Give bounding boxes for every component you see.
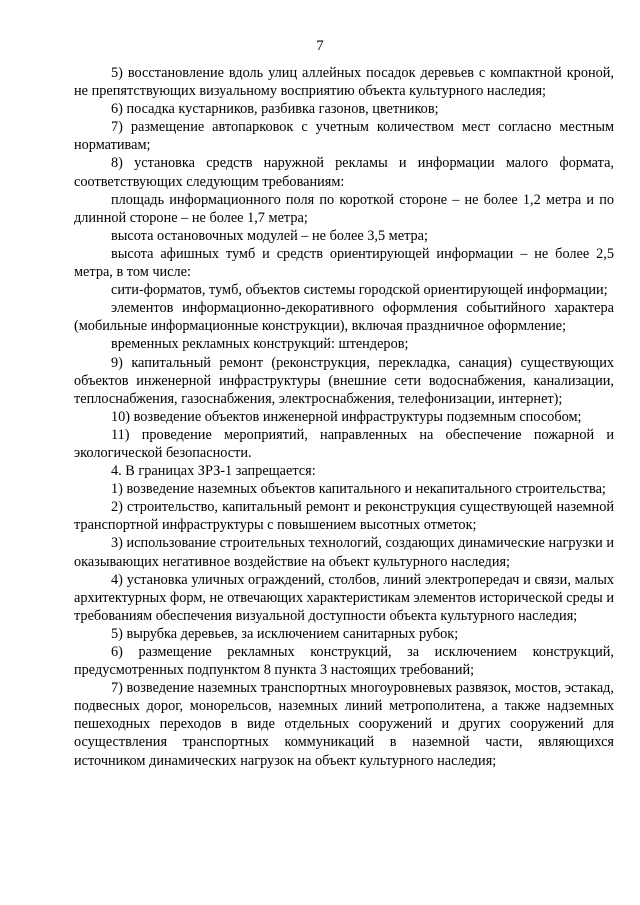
paragraph: 7) возведение наземных транспортных многоуровневых развязок, мостов, эстакад, подвесных дорог, монорельсов, наземных линий метрополитена, а также надземных пешеходных переходов в виде отдельных сооружений и других сооружений для осуществления транспортных коммуникаций в наземной части, являющихся источником динамических нагрузок на объект культурного наследия; [74,680,615,769]
paragraph: площадь информационного поля по короткой стороне – не более 1,2 метра и по длинной стороне – не более 1,7 метра; [74,191,614,226]
paragraph: 6) размещение рекламных конструкций, за исключением конструкций, предусмотренных подпунктом 8 пункта 3 настоящих требований; [74,644,614,679]
document-body [74,64,614,770]
paragraph: 3) использование строительных технологий, создающих динамические нагрузки и оказывающих негативное воздействие на объект культурного наследия; [74,535,614,570]
section-heading: 4. В границах ЗРЗ-1 запрещается: [111,463,316,480]
paragraph: 10) возведение объектов инженерной инфраструктуры подземным способом; [111,408,582,425]
paragraph: 1) возведение наземных объектов капитального и некапитального строительства; [111,481,606,498]
paragraph: 7) размещение автопарковок с учетным количеством мест согласно местным нормативам; [74,119,614,154]
paragraph: 2) строительство, капитальный ремонт и реконструкция существующей наземной транспортной инфраструктуры с повышением высотных отметок; [74,499,614,534]
paragraph: 11) проведение мероприятий, направленных на обеспечение пожарной и экологической безопасности. [74,426,614,461]
paragraph: 5) вырубка деревьев, за исключением санитарных рубок; [111,625,459,642]
paragraph: 9) капитальный ремонт (реконструкция, перекладка, санация) существующих объектов инженерной инфраструктуры (внешние сети водоснабжения, канализации, теплоснабжения, газоснабжения, электроснабжения, телефонизации, интернет); [74,354,614,407]
paragraph: элементов информационно-декоративного оформления событийного характера (мобильные информационные конструкции), включая праздничное оформление; [74,300,614,335]
paragraph: временных рекламных конструкций: штендеров; [111,336,409,353]
paragraph: 5) восстановление вдоль улиц аллейных посадок деревьев с компактной кроной, не препятствующих визуальному восприятию объекта культурного наследия; [74,65,614,100]
paragraph: высота афишных тумб и средств ориентирующей информации – не более 2,5 метра, в том числе: [74,245,614,281]
page-number: 7 [316,38,324,54]
paragraph: 8) установка средств наружной рекламы и информации малого формата, соответствующих следующим требованиям: [74,155,614,190]
paragraph: сити-форматов, тумб, объектов системы городской ориентирующей информации; [111,282,608,299]
paragraph: 6) посадка кустарников, разбивка газонов, цветников; [111,101,439,118]
paragraph: высота остановочных модулей – не более 3,5 метра; [111,227,428,244]
paragraph: 4) установка уличных ограждений, столбов, линий электропередач и связи, малых архитектурных форм, не отвечающих характеристикам элементов исторической среды и требованиям обеспечения визуальной доступности объекта культурного наследия; [74,571,614,624]
